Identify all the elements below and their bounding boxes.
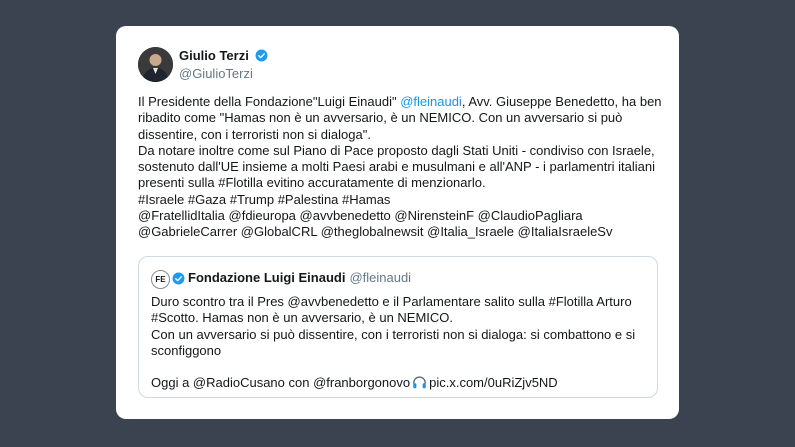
fondazione-logo-icon (151, 270, 170, 289)
tweet-hashtags: #Israele #Gaza #Trump #Palestina #Hamas (138, 191, 391, 207)
mention-link[interactable]: @fleinaudi (400, 94, 462, 109)
quoted-author[interactable] (188, 270, 411, 285)
quoted-spacer (151, 359, 651, 375)
quoted-line-3 (151, 375, 651, 391)
verified-badge-icon (255, 49, 268, 62)
tweet-text (138, 94, 663, 241)
tweet-paragraph-1 (138, 94, 663, 143)
author-name-text[interactable]: Giulio Terzi (179, 48, 249, 63)
tweet-paragraph-2: Da notare inoltre come sul Piano di Pace proposto dagli Stati Uniti - condiviso con Israele, sostenuto dall'UE insieme a molti Paesi arabi e musulmani e all'ANP - i parlamentri italiani presenti sulla #Flotilla evitino accuratamente di menzionarlo. (138, 142, 656, 191)
quoted-verified-badge-icon (172, 272, 185, 285)
quoted-tweet-text (151, 294, 651, 392)
quoted-line3-pre: Oggi a @RadioCusano con @franborgonovo (151, 375, 411, 391)
tweet-line1-post: , Avv. Giuseppe Benedetto, ha ben ribadito come "Hamas non è un avversario, è un NEMICO. Con un avversario si può dissentire, con i terroristi non si dialoga". (138, 94, 662, 142)
author-handle[interactable]: @GiulioTerzi (179, 66, 253, 81)
tweet-card (116, 26, 679, 419)
logo-text: FE (155, 275, 166, 284)
avatar-photo-icon (138, 47, 173, 82)
quoted-author-handle[interactable]: @fleinaudi (349, 270, 412, 285)
quoted-pic-link[interactable]: pic.x.com/0uRiZjv5ND (429, 375, 558, 391)
tweet-line1-pre: Il Presidente della Fondazione"Luigi Einaudi" (138, 94, 401, 109)
author-avatar[interactable] (138, 47, 173, 82)
quoted-line-1: Duro scontro tra il Pres @avvbenedetto e il Parlamentare salito sulla #Flotilla Arturo #Scotto. Hamas non è un avversario, è un NEMICO. (151, 294, 632, 326)
headphones-icon (412, 375, 427, 389)
quoted-line-2: Con un avversario si può dissentire, con i terroristi non si dialoga: si combattono e si sconfiggono (151, 326, 636, 358)
author-name[interactable] (179, 48, 268, 63)
tweet-mentions: @FratellidItalia @fdieuropa @avvbenedetto @NirensteinF @ClaudioPagliara @GabrieleCarrer @GlobalCRL @theglobalnewsit @Italia_Israele @ItaliaIsraeleSv (138, 208, 613, 240)
quoted-tweet[interactable] (138, 256, 658, 398)
quoted-author-name[interactable]: Fondazione Luigi Einaudi (188, 270, 346, 285)
